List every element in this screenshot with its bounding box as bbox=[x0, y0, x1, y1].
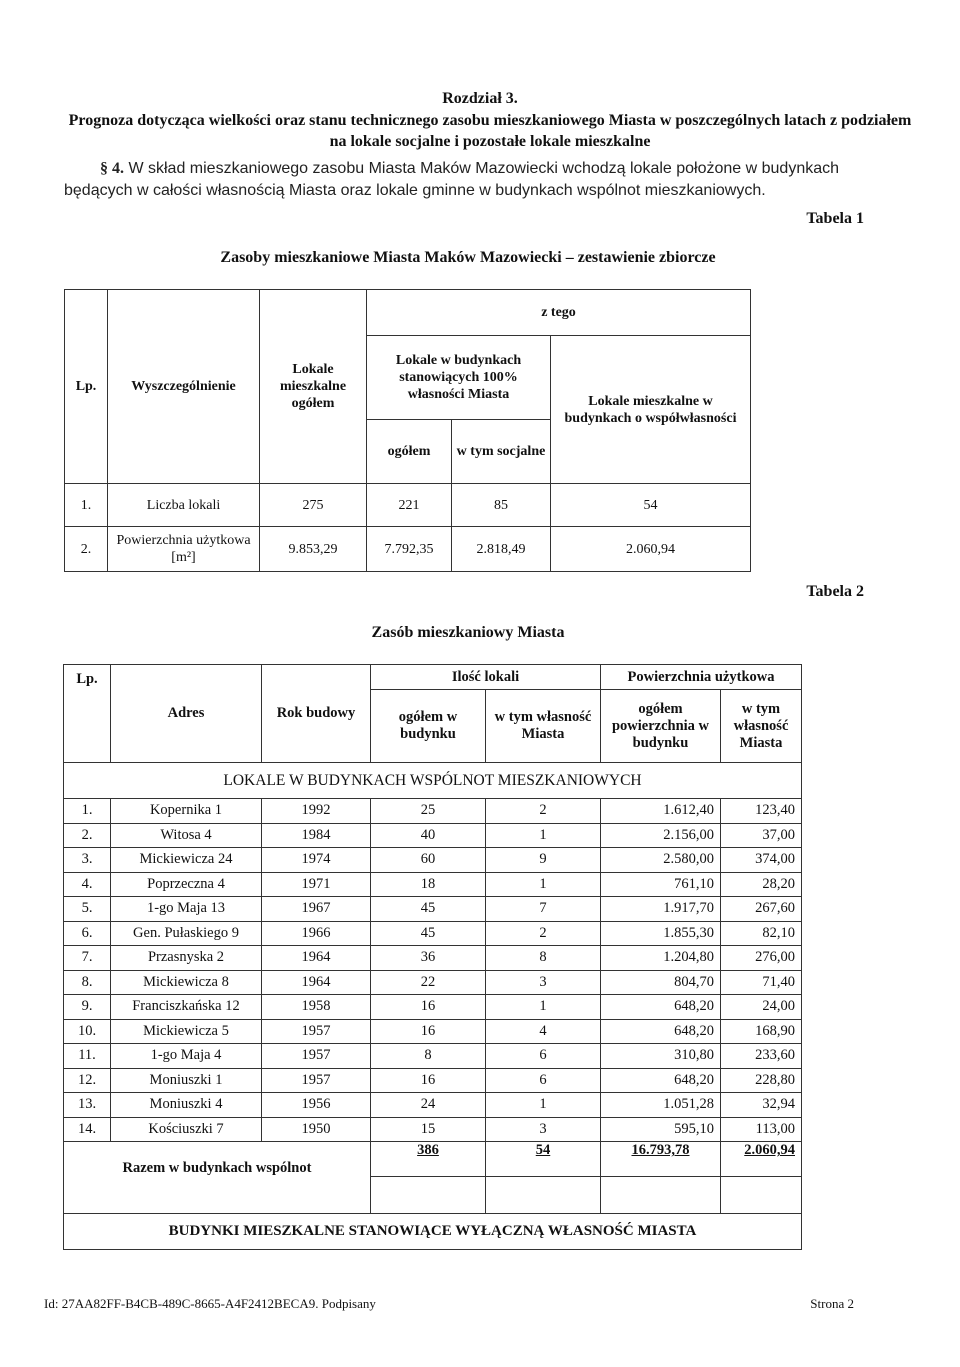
cell-name: Liczba lokali bbox=[108, 484, 260, 527]
cell-units-total: 16 bbox=[371, 1019, 486, 1044]
cell-units-city: 1 bbox=[486, 995, 601, 1020]
cell-year: 1956 bbox=[262, 1093, 371, 1118]
cell-area-city: 276,00 bbox=[721, 946, 802, 971]
cell-units-total: 16 bbox=[371, 995, 486, 1020]
header-co-owned: Lokale mieszkalne w budynkach o współwłasności bbox=[551, 336, 751, 484]
cell-area-total: 2.156,00 bbox=[601, 823, 721, 848]
cell-lp: 5. bbox=[64, 897, 111, 922]
cell-address: Kościuszki 7 bbox=[111, 1117, 262, 1142]
housing-stock-table bbox=[63, 664, 802, 1250]
header-total: Lokale mieszkalne ogółem bbox=[260, 290, 367, 484]
cell-city-social: 2.818,49 bbox=[452, 527, 551, 572]
header-city-social: w tym socjalne bbox=[452, 420, 551, 484]
cell-units-total: 18 bbox=[371, 872, 486, 897]
cell-units-city: 6 bbox=[486, 1068, 601, 1093]
cell-lp: 10. bbox=[64, 1019, 111, 1044]
cell-address: Kopernika 1 bbox=[111, 799, 262, 824]
cell-units-total: 15 bbox=[371, 1117, 486, 1142]
cell-units-total: 22 bbox=[371, 970, 486, 995]
totals-filler bbox=[721, 1177, 802, 1214]
header-area-group: Powierzchnia użytkowa bbox=[601, 665, 802, 690]
cell-area-city: 28,20 bbox=[721, 872, 802, 897]
cell-year: 1950 bbox=[262, 1117, 371, 1142]
cell-area-total: 310,80 bbox=[601, 1044, 721, 1069]
cell-units-total: 16 bbox=[371, 1068, 486, 1093]
cell-year: 1964 bbox=[262, 946, 371, 971]
cell-address: 1-go Maja 4 bbox=[111, 1044, 262, 1069]
cell-area-city: 228,80 bbox=[721, 1068, 802, 1093]
cell-name: Powierzchnia użytkowa [m²] bbox=[108, 527, 260, 572]
page-number: Strona 2 bbox=[810, 1296, 854, 1311]
cell-lp: 6. bbox=[64, 921, 111, 946]
cell-address: Moniuszki 4 bbox=[111, 1093, 262, 1118]
section-row-communities: LOKALE W BUDYNKACH WSPÓLNOT MIESZKANIOWYCH bbox=[64, 763, 802, 799]
cell-lp: 4. bbox=[64, 872, 111, 897]
totals-area-total: 16.793,78 bbox=[601, 1142, 721, 1177]
cell-year: 1958 bbox=[262, 995, 371, 1020]
cell-units-total: 45 bbox=[371, 921, 486, 946]
header-lp: Lp. bbox=[65, 290, 108, 484]
cell-area-city: 24,00 bbox=[721, 995, 802, 1020]
header-year: Rok budowy bbox=[262, 665, 371, 763]
header-area-city: w tym własność Miasta bbox=[721, 690, 802, 763]
cell-units-city: 6 bbox=[486, 1044, 601, 1069]
cell-year: 1957 bbox=[262, 1019, 371, 1044]
cell-year: 1984 bbox=[262, 823, 371, 848]
cell-city-total: 221 bbox=[367, 484, 452, 527]
cell-units-total: 45 bbox=[371, 897, 486, 922]
section-row-city-owned: BUDYNKI MIESZKALNE STANOWIĄCE WYŁĄCZNĄ WŁASNOŚĆ MIASTA bbox=[64, 1214, 802, 1250]
totals-filler bbox=[371, 1177, 486, 1214]
cell-area-city: 71,40 bbox=[721, 970, 802, 995]
cell-units-city: 1 bbox=[486, 872, 601, 897]
cell-total: 275 bbox=[260, 484, 367, 527]
totals-units-total: 386 bbox=[371, 1142, 486, 1177]
table2-body bbox=[64, 799, 802, 1142]
cell-lp: 3. bbox=[64, 848, 111, 873]
totals-filler bbox=[486, 1177, 601, 1214]
summary-table bbox=[64, 289, 751, 572]
header-item: Wyszczególnienie bbox=[108, 290, 260, 484]
table-row bbox=[64, 946, 802, 971]
header-lp: Lp. bbox=[64, 665, 111, 763]
cell-area-total: 804,70 bbox=[601, 970, 721, 995]
cell-units-city: 3 bbox=[486, 970, 601, 995]
cell-lp: 14. bbox=[64, 1117, 111, 1142]
cell-year: 1967 bbox=[262, 897, 371, 922]
table-row bbox=[65, 527, 751, 572]
cell-units-total: 24 bbox=[371, 1093, 486, 1118]
cell-area-city: 82,10 bbox=[721, 921, 802, 946]
cell-co-owned: 2.060,94 bbox=[551, 527, 751, 572]
cell-area-total: 1.855,30 bbox=[601, 921, 721, 946]
cell-units-total: 25 bbox=[371, 799, 486, 824]
cell-lp: 12. bbox=[64, 1068, 111, 1093]
table-row bbox=[64, 1019, 802, 1044]
cell-lp: 9. bbox=[64, 995, 111, 1020]
totals-area-city: 2.060,94 bbox=[721, 1142, 802, 1177]
cell-area-total: 648,20 bbox=[601, 1019, 721, 1044]
table-row bbox=[64, 1117, 802, 1142]
cell-lp: 11. bbox=[64, 1044, 111, 1069]
cell-year: 1957 bbox=[262, 1068, 371, 1093]
cell-address: Poprzeczna 4 bbox=[111, 872, 262, 897]
cell-area-city: 37,00 bbox=[721, 823, 802, 848]
table-row bbox=[64, 1093, 802, 1118]
cell-year: 1992 bbox=[262, 799, 371, 824]
header-city-total: ogółem bbox=[367, 420, 452, 484]
cell-lp: 1. bbox=[64, 799, 111, 824]
cell-units-city: 1 bbox=[486, 1093, 601, 1118]
intro-paragraph bbox=[64, 158, 870, 202]
table1-title: Zasoby mieszkaniowe Miasta Maków Mazowiecki – zestawienie zbiorcze bbox=[220, 249, 716, 266]
cell-lp: 1. bbox=[65, 484, 108, 527]
header-area-total: ogółem powierzchnia w budynku bbox=[601, 690, 721, 763]
cell-area-total: 761,10 bbox=[601, 872, 721, 897]
cell-units-city: 2 bbox=[486, 799, 601, 824]
cell-total: 9.853,29 bbox=[260, 527, 367, 572]
cell-address: Mickiewicza 8 bbox=[111, 970, 262, 995]
cell-units-city: 9 bbox=[486, 848, 601, 873]
cell-year: 1957 bbox=[262, 1044, 371, 1069]
cell-area-city: 113,00 bbox=[721, 1117, 802, 1142]
header-units-total: ogółem w budynku bbox=[371, 690, 486, 763]
header-units-group: Ilość lokali bbox=[371, 665, 601, 690]
cell-year: 1971 bbox=[262, 872, 371, 897]
cell-lp: 8. bbox=[64, 970, 111, 995]
cell-area-total: 648,20 bbox=[601, 995, 721, 1020]
table-row bbox=[64, 872, 802, 897]
totals-filler bbox=[601, 1177, 721, 1214]
cell-lp: 7. bbox=[64, 946, 111, 971]
cell-lp: 2. bbox=[65, 527, 108, 572]
cell-units-total: 60 bbox=[371, 848, 486, 873]
table-row bbox=[64, 799, 802, 824]
table-row bbox=[64, 970, 802, 995]
section-heading: Prognoza dotycząca wielkości oraz stanu technicznego zasobu mieszkaniowego Miasta w poszczególnych latach z podziałem na lokale socjalne i pozostałe lokale mieszkalne bbox=[68, 112, 912, 150]
cell-units-total: 8 bbox=[371, 1044, 486, 1069]
table2-label: Tabela 2 bbox=[806, 583, 864, 600]
table1-label: Tabela 1 bbox=[806, 210, 864, 227]
chapter-title: Rozdział 3. bbox=[442, 90, 518, 107]
cell-units-city: 3 bbox=[486, 1117, 601, 1142]
header-city-owned: Lokale w budynkach stanowiących 100% własności Miasta bbox=[367, 336, 551, 420]
cell-address: 1-go Maja 13 bbox=[111, 897, 262, 922]
cell-address: Mickiewicza 5 bbox=[111, 1019, 262, 1044]
cell-co-owned: 54 bbox=[551, 484, 751, 527]
cell-area-total: 648,20 bbox=[601, 1068, 721, 1093]
cell-city-social: 85 bbox=[452, 484, 551, 527]
cell-lp: 13. bbox=[64, 1093, 111, 1118]
cell-lp: 2. bbox=[64, 823, 111, 848]
header-address: Adres bbox=[111, 665, 262, 763]
cell-area-total: 1.051,28 bbox=[601, 1093, 721, 1118]
cell-units-city: 1 bbox=[486, 823, 601, 848]
table-row bbox=[64, 848, 802, 873]
cell-year: 1964 bbox=[262, 970, 371, 995]
table-row bbox=[64, 921, 802, 946]
cell-city-total: 7.792,35 bbox=[367, 527, 452, 572]
table-row bbox=[64, 823, 802, 848]
cell-area-city: 267,60 bbox=[721, 897, 802, 922]
table-row bbox=[64, 897, 802, 922]
cell-units-city: 8 bbox=[486, 946, 601, 971]
cell-area-city: 123,40 bbox=[721, 799, 802, 824]
cell-year: 1974 bbox=[262, 848, 371, 873]
paragraph-number: § 4. bbox=[100, 160, 124, 177]
totals-row bbox=[64, 1142, 802, 1177]
cell-area-city: 233,60 bbox=[721, 1044, 802, 1069]
cell-address: Franciszkańska 12 bbox=[111, 995, 262, 1020]
cell-area-total: 595,10 bbox=[601, 1117, 721, 1142]
document-id: Id: 27AA82FF-B4CB-489C-8665-A4F2412BECA9. Podpisany bbox=[44, 1296, 376, 1311]
cell-area-total: 2.580,00 bbox=[601, 848, 721, 873]
header-of-which: z tego bbox=[367, 290, 751, 336]
totals-label: Razem w budynkach wspólnot bbox=[64, 1142, 371, 1214]
table-row bbox=[64, 995, 802, 1020]
cell-address: Moniuszki 1 bbox=[111, 1068, 262, 1093]
cell-units-total: 40 bbox=[371, 823, 486, 848]
cell-year: 1966 bbox=[262, 921, 371, 946]
table-row bbox=[64, 1044, 802, 1069]
table-row bbox=[64, 1068, 802, 1093]
cell-area-total: 1.917,70 bbox=[601, 897, 721, 922]
cell-units-city: 4 bbox=[486, 1019, 601, 1044]
cell-area-city: 374,00 bbox=[721, 848, 802, 873]
paragraph-text: W skład mieszkaniowego zasobu Miasta Maków Mazowiecki wchodzą lokale położone w budynkach będących w całości własnością Miasta oraz lokale gminne w budynkach wspólnot mieszkaniowych. bbox=[64, 160, 840, 199]
cell-area-total: 1.612,40 bbox=[601, 799, 721, 824]
totals-units-city: 54 bbox=[486, 1142, 601, 1177]
table2-title: Zasób mieszkaniowy Miasta bbox=[371, 624, 565, 641]
header-units-city: w tym własność Miasta bbox=[486, 690, 601, 763]
table-row bbox=[65, 484, 751, 527]
cell-units-city: 7 bbox=[486, 897, 601, 922]
cell-area-city: 168,90 bbox=[721, 1019, 802, 1044]
cell-area-total: 1.204,80 bbox=[601, 946, 721, 971]
cell-address: Przasnyska 2 bbox=[111, 946, 262, 971]
cell-address: Mickiewicza 24 bbox=[111, 848, 262, 873]
cell-address: Gen. Pułaskiego 9 bbox=[111, 921, 262, 946]
cell-units-total: 36 bbox=[371, 946, 486, 971]
cell-address: Witosa 4 bbox=[111, 823, 262, 848]
cell-units-city: 2 bbox=[486, 921, 601, 946]
cell-area-city: 32,94 bbox=[721, 1093, 802, 1118]
